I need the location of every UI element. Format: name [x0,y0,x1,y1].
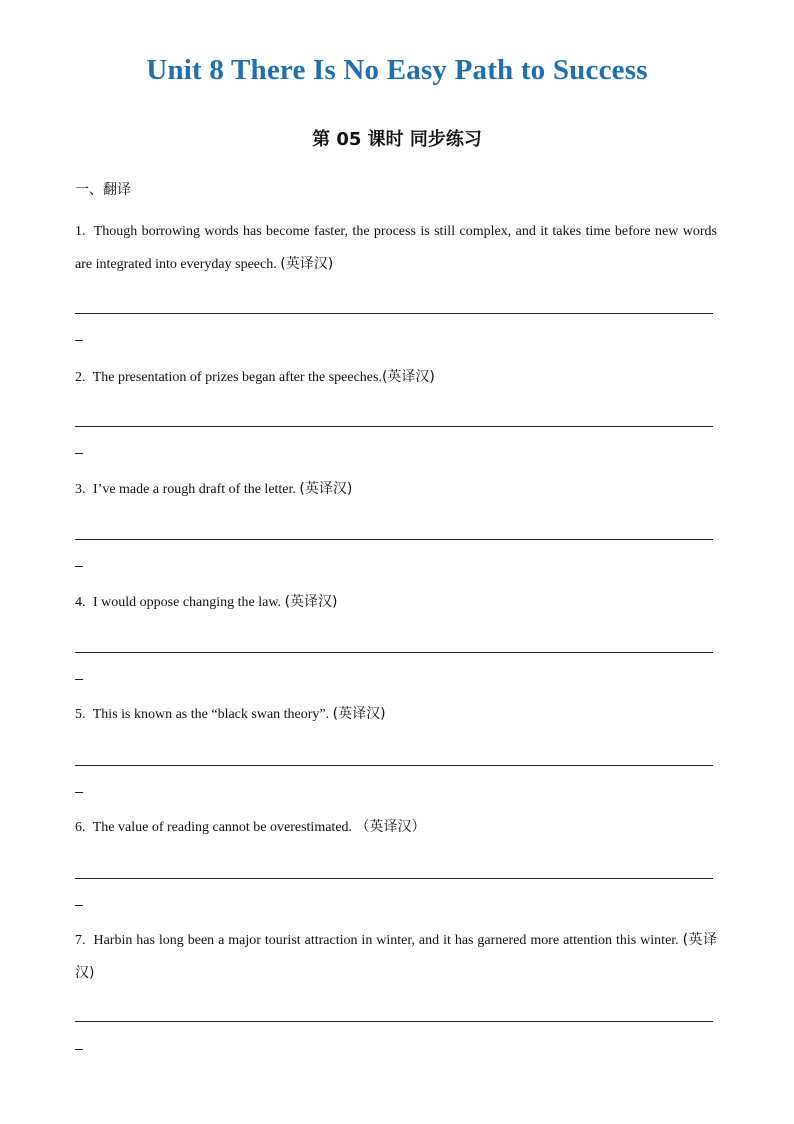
page-subtitle: 第 05 课时 同步练习 [312,129,482,150]
question-text: I would oppose changing the law. [93,595,282,610]
answer-line-7[interactable] [75,1021,713,1022]
section-heading: 一、翻译 [75,182,131,198]
answer-dash-7 [75,1049,83,1050]
answer-line-2[interactable] [75,426,713,427]
page-title: Unit 8 There Is No Easy Path to Success [146,54,648,86]
answer-dash-5 [75,792,83,793]
answer-line-1[interactable] [75,313,713,314]
question-1 [75,216,717,281]
answer-line-4[interactable] [75,652,713,653]
question-3 [75,473,717,506]
answer-dash-6 [75,905,83,906]
answer-line-5[interactable] [75,765,713,766]
question-2 [75,361,717,394]
question-number: 4. [75,595,86,610]
question-number: 7. [75,933,86,948]
answer-dash-3 [75,566,83,567]
question-text: I’ve made a rough draft of the letter. [93,482,296,497]
question-number: 5. [75,707,86,722]
answer-line-6[interactable] [75,878,713,879]
translation-tag: (英译汉) [332,706,386,722]
answer-dash-1 [75,340,83,341]
translation-tag: (英译汉) [381,369,435,385]
question-6 [75,811,717,844]
translation-tag: （英译汉） [355,819,426,835]
answer-line-3[interactable] [75,539,713,540]
translation-tag: (英译汉) [280,256,334,272]
question-text: This is known as the “black swan theory”. [92,707,330,722]
question-5 [75,698,717,731]
question-text: The value of reading cannot be overestimated. [92,820,353,835]
question-7 [75,924,717,990]
answer-dash-2 [75,453,83,454]
question-number: 3. [75,482,86,497]
question-text: The presentation of prizes began after the speeches. [92,370,382,385]
question-text: Harbin has long been a major tourist attraction in winter, and it has garnered more attention this winter. [93,933,679,948]
question-number: 1. [75,224,86,239]
question-4 [75,586,717,619]
translation-tag: (英译汉) [299,481,353,497]
translation-tag: (英译汉) [284,594,338,610]
translation-tag: (英译汉) [75,932,718,981]
question-text: Though borrowing words has become faster, the process is still complex, and it takes time before new words are integrated into everyday speech. [75,224,717,272]
answer-dash-4 [75,679,83,680]
question-number: 2. [75,370,86,385]
question-number: 6. [75,820,86,835]
